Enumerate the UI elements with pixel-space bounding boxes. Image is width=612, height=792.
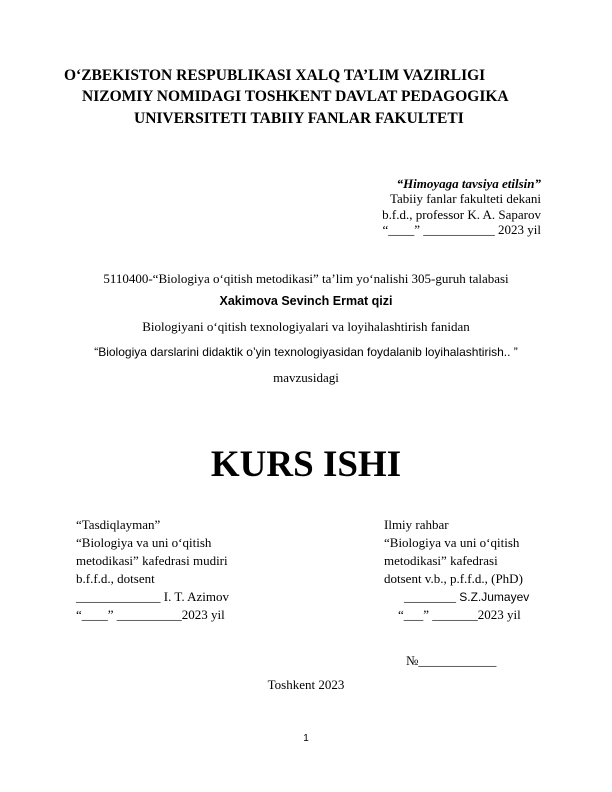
- left-sign-line1: “Tasdiqlayman”: [76, 517, 161, 532]
- right-sign-line2: “Biologiya va uni o‘qitish: [384, 535, 520, 550]
- ministry-title-line3: UNIVERSITETI TABIIY FANLAR FAKULTETI: [134, 110, 464, 127]
- right-sign-line4: dotsent v.b., p.f.f.d., (PhD): [384, 571, 523, 586]
- page-number: 1: [303, 733, 309, 744]
- ministry-title-line2: NIZOMIY NOMIDAGI TOSHKENT DAVLAT PEDAGOGIKA: [82, 88, 509, 105]
- subject-line: Biologiyani o‘qitish texnologiyalari va loyihalashtirish fanidan: [142, 319, 470, 334]
- approval-professor: b.f.d., professor K. A. Saparov: [382, 207, 541, 222]
- city-year: Toshkent 2023: [267, 677, 345, 692]
- right-sign-line6: “___” _______2023 yil: [398, 607, 521, 622]
- topic-line: “Biologiya darslarini didaktik o’yin texnologiyasidan foydalanib loyihalashtirish.. ”: [94, 345, 518, 359]
- left-signature-block: [76, 516, 229, 624]
- right-sign-line1: Ilmiy rahbar: [384, 517, 449, 532]
- approval-date: “____” ___________ 2023 yil: [382, 222, 541, 237]
- left-sign-line6: “____” __________2023 yil: [76, 607, 225, 622]
- right-signature-block: [384, 516, 529, 624]
- left-sign-line3: metodikasi” kafedrasi mudiri: [76, 553, 228, 568]
- topic-suffix: mavzusidagi: [273, 370, 339, 385]
- approval-dean: Tabiiy fanlar fakulteti dekani: [389, 191, 541, 206]
- right-sign-blank: ________: [404, 589, 460, 604]
- right-sign-line5: [384, 588, 529, 606]
- left-sign-line2: “Biologiya va uni o‘qitish: [76, 535, 212, 550]
- student-name: Xakimova Sevinch Ermat qizi: [219, 294, 393, 308]
- left-sign-line4: b.f.f.d., dotsent: [76, 571, 155, 586]
- right-sign-name: S.Z.Jumayev: [459, 590, 530, 604]
- student-program: 5110400-“Biologiya o‘qitish metodikasi” ta’lim yo‘nalishi 305-guruh talabasi: [103, 271, 509, 286]
- ministry-title-line1: O‘ZBEKISTON RESPUBLIKASI XALQ TA’LIM VAZIRLIGI: [64, 67, 486, 84]
- left-sign-line5: _____________ I. T. Azimov: [76, 589, 229, 604]
- right-sign-line3: metodikasi” kafedrasi: [384, 553, 498, 568]
- approval-title: “Himoyaga tavsiya etilsin”: [396, 176, 541, 191]
- registration-number: №____________: [406, 653, 497, 668]
- work-title: KURS ISHI: [210, 444, 402, 485]
